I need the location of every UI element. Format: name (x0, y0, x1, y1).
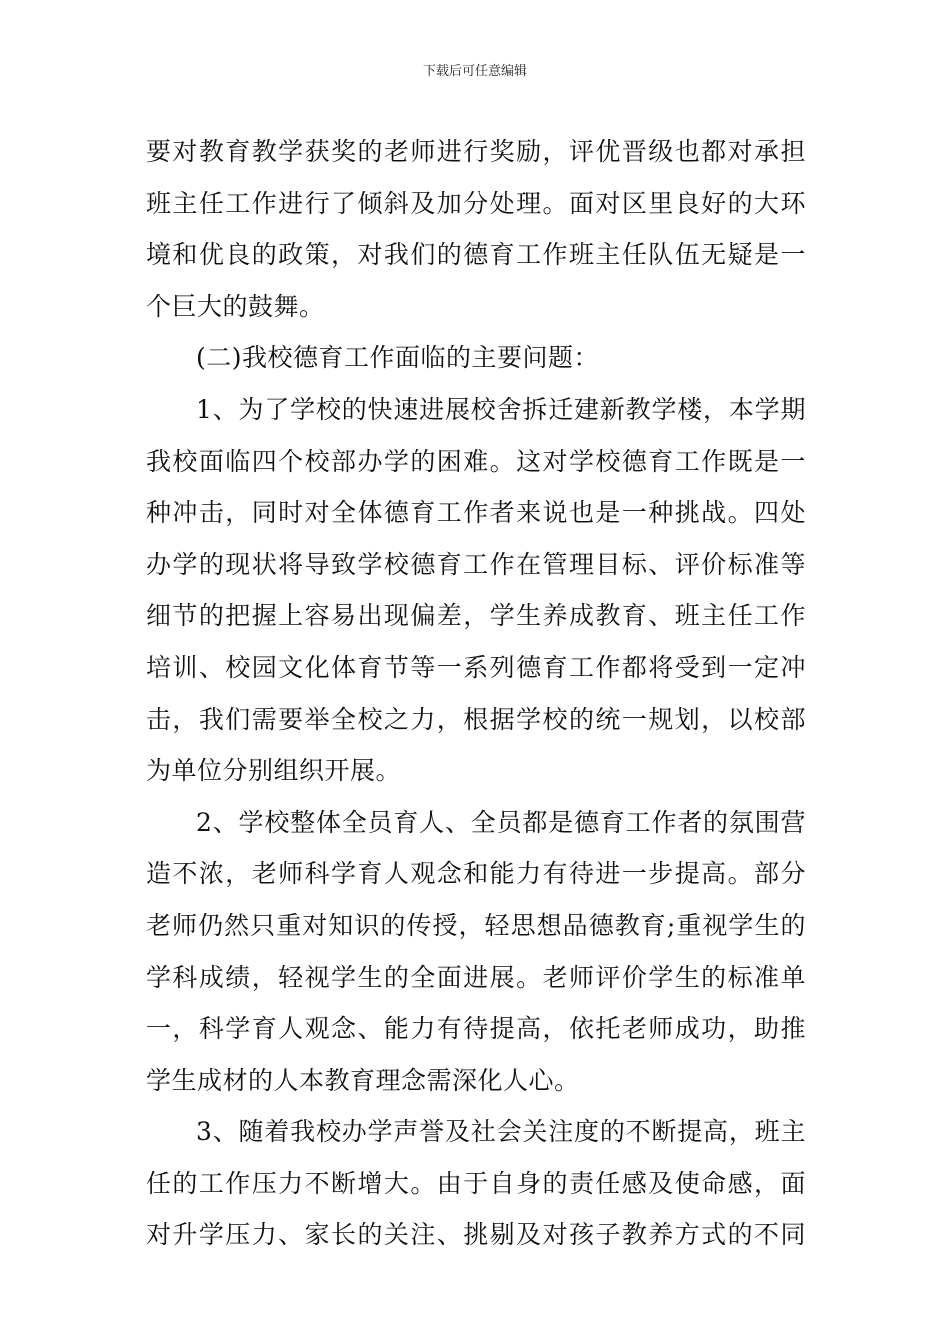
text-line: 种冲击，同时对全体德育工作者来说也是一种挑战。四处 (146, 498, 806, 528)
text-line: 境和优良的政策，对我们的德育工作班主任队伍无疑是一 (146, 240, 806, 270)
text-line: 老师仍然只重对知识的传授，轻思想品德教育;重视学生的 (146, 910, 806, 940)
text-line: 一，科学育人观念、能力有待提高，依托老师成功，助推 (146, 1014, 806, 1044)
text-line: 要对教育教学获奖的老师进行奖励，评优晋级也都对承担 (146, 137, 806, 166)
section-heading: (二)我校德育工作面临的主要问题： (196, 343, 600, 373)
text-line: 对升学压力、家长的关注、挑剔及对孩子教养方式的不同 (146, 1220, 806, 1250)
text-line: 细节的把握上容易出现偏差，学生养成教育、班主任工作 (146, 601, 806, 631)
text-line: 1、为了学校的快速进展校舍拆迁建新教学楼，本学期 (196, 394, 806, 424)
text-line: 3、随着我校办学声誉及社会关注度的不断提高，班主 (196, 1117, 806, 1147)
text-line: 我校面临四个校部办学的困难。这对学校德育工作既是一 (146, 446, 806, 476)
text-line: 学科成绩，轻视学生的全面进展。老师评价学生的标准单 (146, 962, 806, 992)
page-header-note: 下载后可任意编辑 (422, 64, 527, 79)
text-line: 办学的现状将导致学校德育工作在管理目标、评价标准等 (146, 549, 806, 579)
text-line: 学生成材的人本教育理念需深化人心。 (146, 1065, 580, 1095)
text-line: 个巨大的鼓舞。 (146, 291, 325, 321)
text-line: 造不浓，老师科学育人观念和能力有待进一步提高。部分 (146, 859, 806, 889)
text-line: 为单位分别组织开展。 (146, 756, 402, 786)
text-line: 击，我们需要举全校之力，根据学校的统一规划，以校部 (146, 704, 806, 734)
text-line: 任的工作压力不断增大。由于自身的责任感及使命感，面 (146, 1168, 806, 1198)
text-line: 培训、校园文化体育节等一系列德育工作都将受到一定冲 (146, 652, 806, 682)
text-line: 2、学校整体全员育人、全员都是德育工作者的氛围营 (196, 807, 806, 837)
text-line: 班主任工作进行了倾斜及加分处理。面对区里良好的大环 (146, 188, 806, 218)
document-body (146, 126, 806, 1261)
